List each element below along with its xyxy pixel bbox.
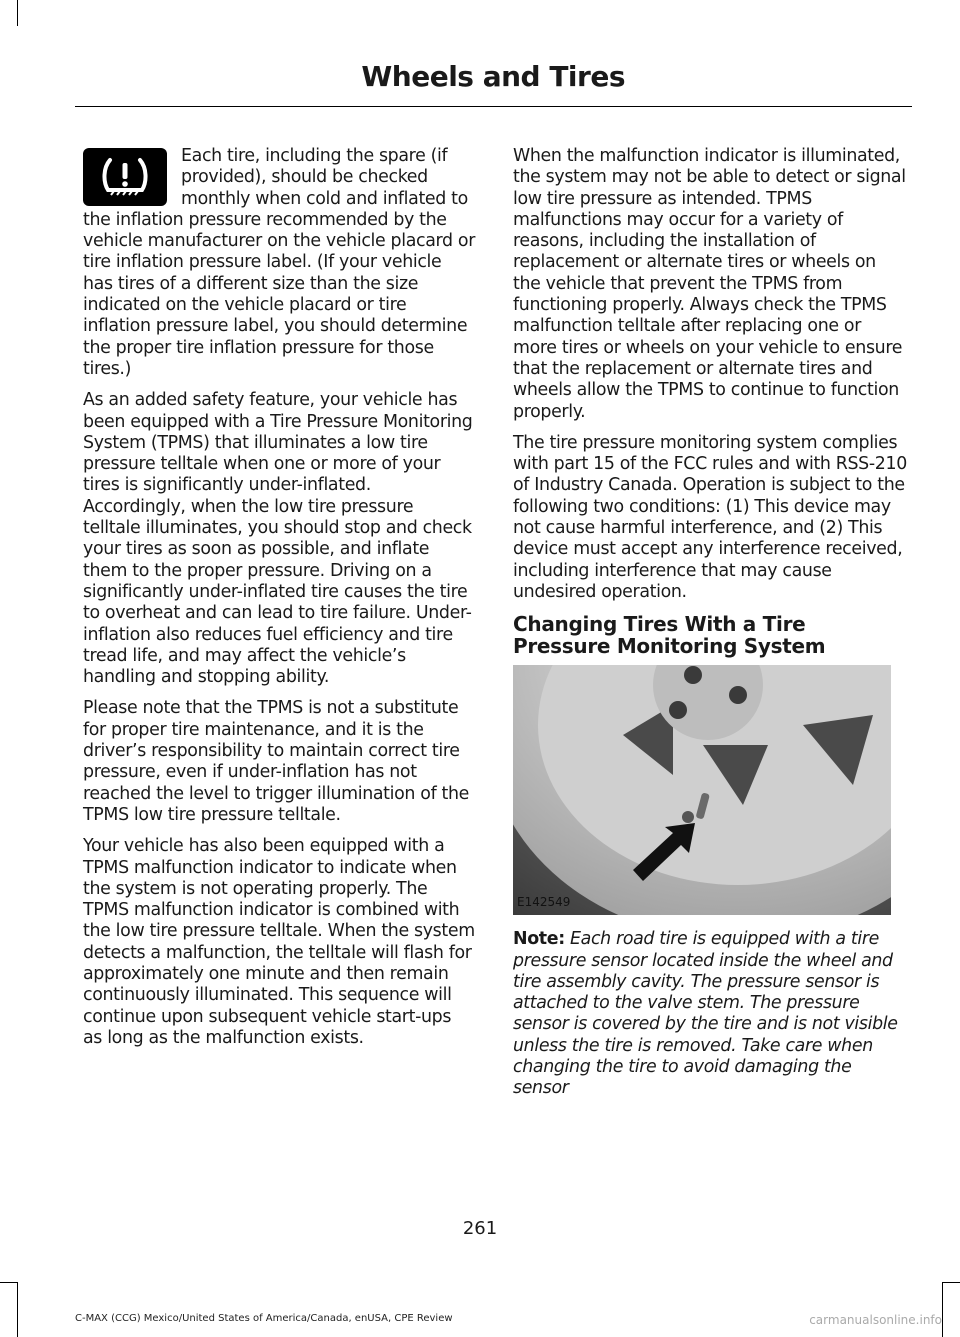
paragraph-tire-check: Each tire, including the spare (if provided), should be checked monthly when cold and inflated to the inflation pressure recommended by the vehicle manufacturer on the vehicle placard or tire inflation pressure label. (If your vehicle has tires of a different size than the size indicated on the vehicle placard or tire inflation pressure label, you should determine the proper tire inflation pressure for those tires.) xyxy=(83,146,476,379)
tire-valve-figure xyxy=(513,665,891,915)
crop-mark-bottom-right-horizontal xyxy=(943,1282,960,1283)
paragraph-malfunction-indicator: Your vehicle has also been equipped with a TPMS malfunction indicator to indicate when the system is not operating properly. The TPMS malfunction indicator is combined with the low tire pressure telltale. When the system detects a malfunction, the telltale will flash for approximately one minute and then remain continuously illuminated. This sequence will continue upon subsequent vehicle start-ups as long as the malfunction exists. xyxy=(83,836,475,1048)
figure-label: E142549 xyxy=(517,894,571,909)
tire-pressure-warning-icon xyxy=(83,148,167,206)
crop-mark-top-left xyxy=(17,0,18,26)
paragraph-malfunction-illuminated: When the malfunction indicator is illuminated, the system may not be able to detect or signal low tire pressure as intended. TPMS malfunctions may occur for a variety of reasons, including the installation of replacement or alternate tires or wheels on the vehicle that prevent the TPMS from functioning properly. Always check the TPMS malfunction telltale after replacing one or more tires or wheels on your vehicle to ensure that the replacement or alternate tires and wheels allow the TPMS to continue to function properly. xyxy=(513,146,906,422)
wheel-illustration xyxy=(513,665,891,915)
crop-mark-bottom-right xyxy=(942,1282,943,1337)
footer-text: C-MAX (CCG) Mexico/United States of America/Canada, enUSA, CPE Review xyxy=(75,1313,453,1324)
watermark: carmanualsonline.info xyxy=(809,1313,942,1327)
crop-mark-bottom-left-horizontal xyxy=(0,1282,17,1283)
paragraph-tpms-not-substitute: Please note that the TPMS is not a substitute for proper tire maintenance, and it is the driver’s responsibility to maintain correct tire pressure, even if under-inflation has not reached the level to trigger illumination of the TPMS low tire pressure telltale. xyxy=(83,698,470,825)
note-text: Each road tire is equipped with a tire pressure sensor located inside the wheel and tire assembly cavity. The pressure sensor is attached to the valve stem. The pressure sensor is covered by the tire and is not visible unless the tire is removed. Take care when changing the tire to avoid damaging the sensor xyxy=(513,929,898,1099)
page-title: Wheels and Tires xyxy=(361,60,625,93)
left-column xyxy=(83,146,475,1059)
right-column xyxy=(513,146,907,1110)
note-label: Note: xyxy=(513,929,565,950)
note-paragraph xyxy=(513,929,907,1099)
page-number: 261 xyxy=(462,1218,498,1239)
header-divider xyxy=(75,106,912,107)
paragraph-tpms-intro: As an added safety feature, your vehicle has been equipped with a Tire Pressure Monitoring System (TPMS) that illuminates a low tire pressure telltale when one or more of your tires is significantly under-inflated. Accordingly, when the low tire pressure telltale illuminates, you should stop and check your tires as soon as possible, and inflate them to the proper pressure. Driving on a significantly under-inflated tire causes the tire to overheat and can lead to tire failure. Under-inflation also reduces fuel efficiency and tire tread life, and may affect the vehicle’s handling and stopping ability. xyxy=(83,390,473,688)
crop-mark-bottom-left xyxy=(17,1282,18,1337)
paragraph-fcc-compliance: The tire pressure monitoring system complies with part 15 of the FCC rules and with RSS-210 of Industry Canada. Operation is subject to the following two conditions: (1) This device may not cause harmful interference, and (2) This device must accept any interference received, including interference that may cause undesired operation. xyxy=(513,432,907,602)
section-heading: Changing Tires With a Tire Pressure Monitoring System xyxy=(513,612,826,659)
